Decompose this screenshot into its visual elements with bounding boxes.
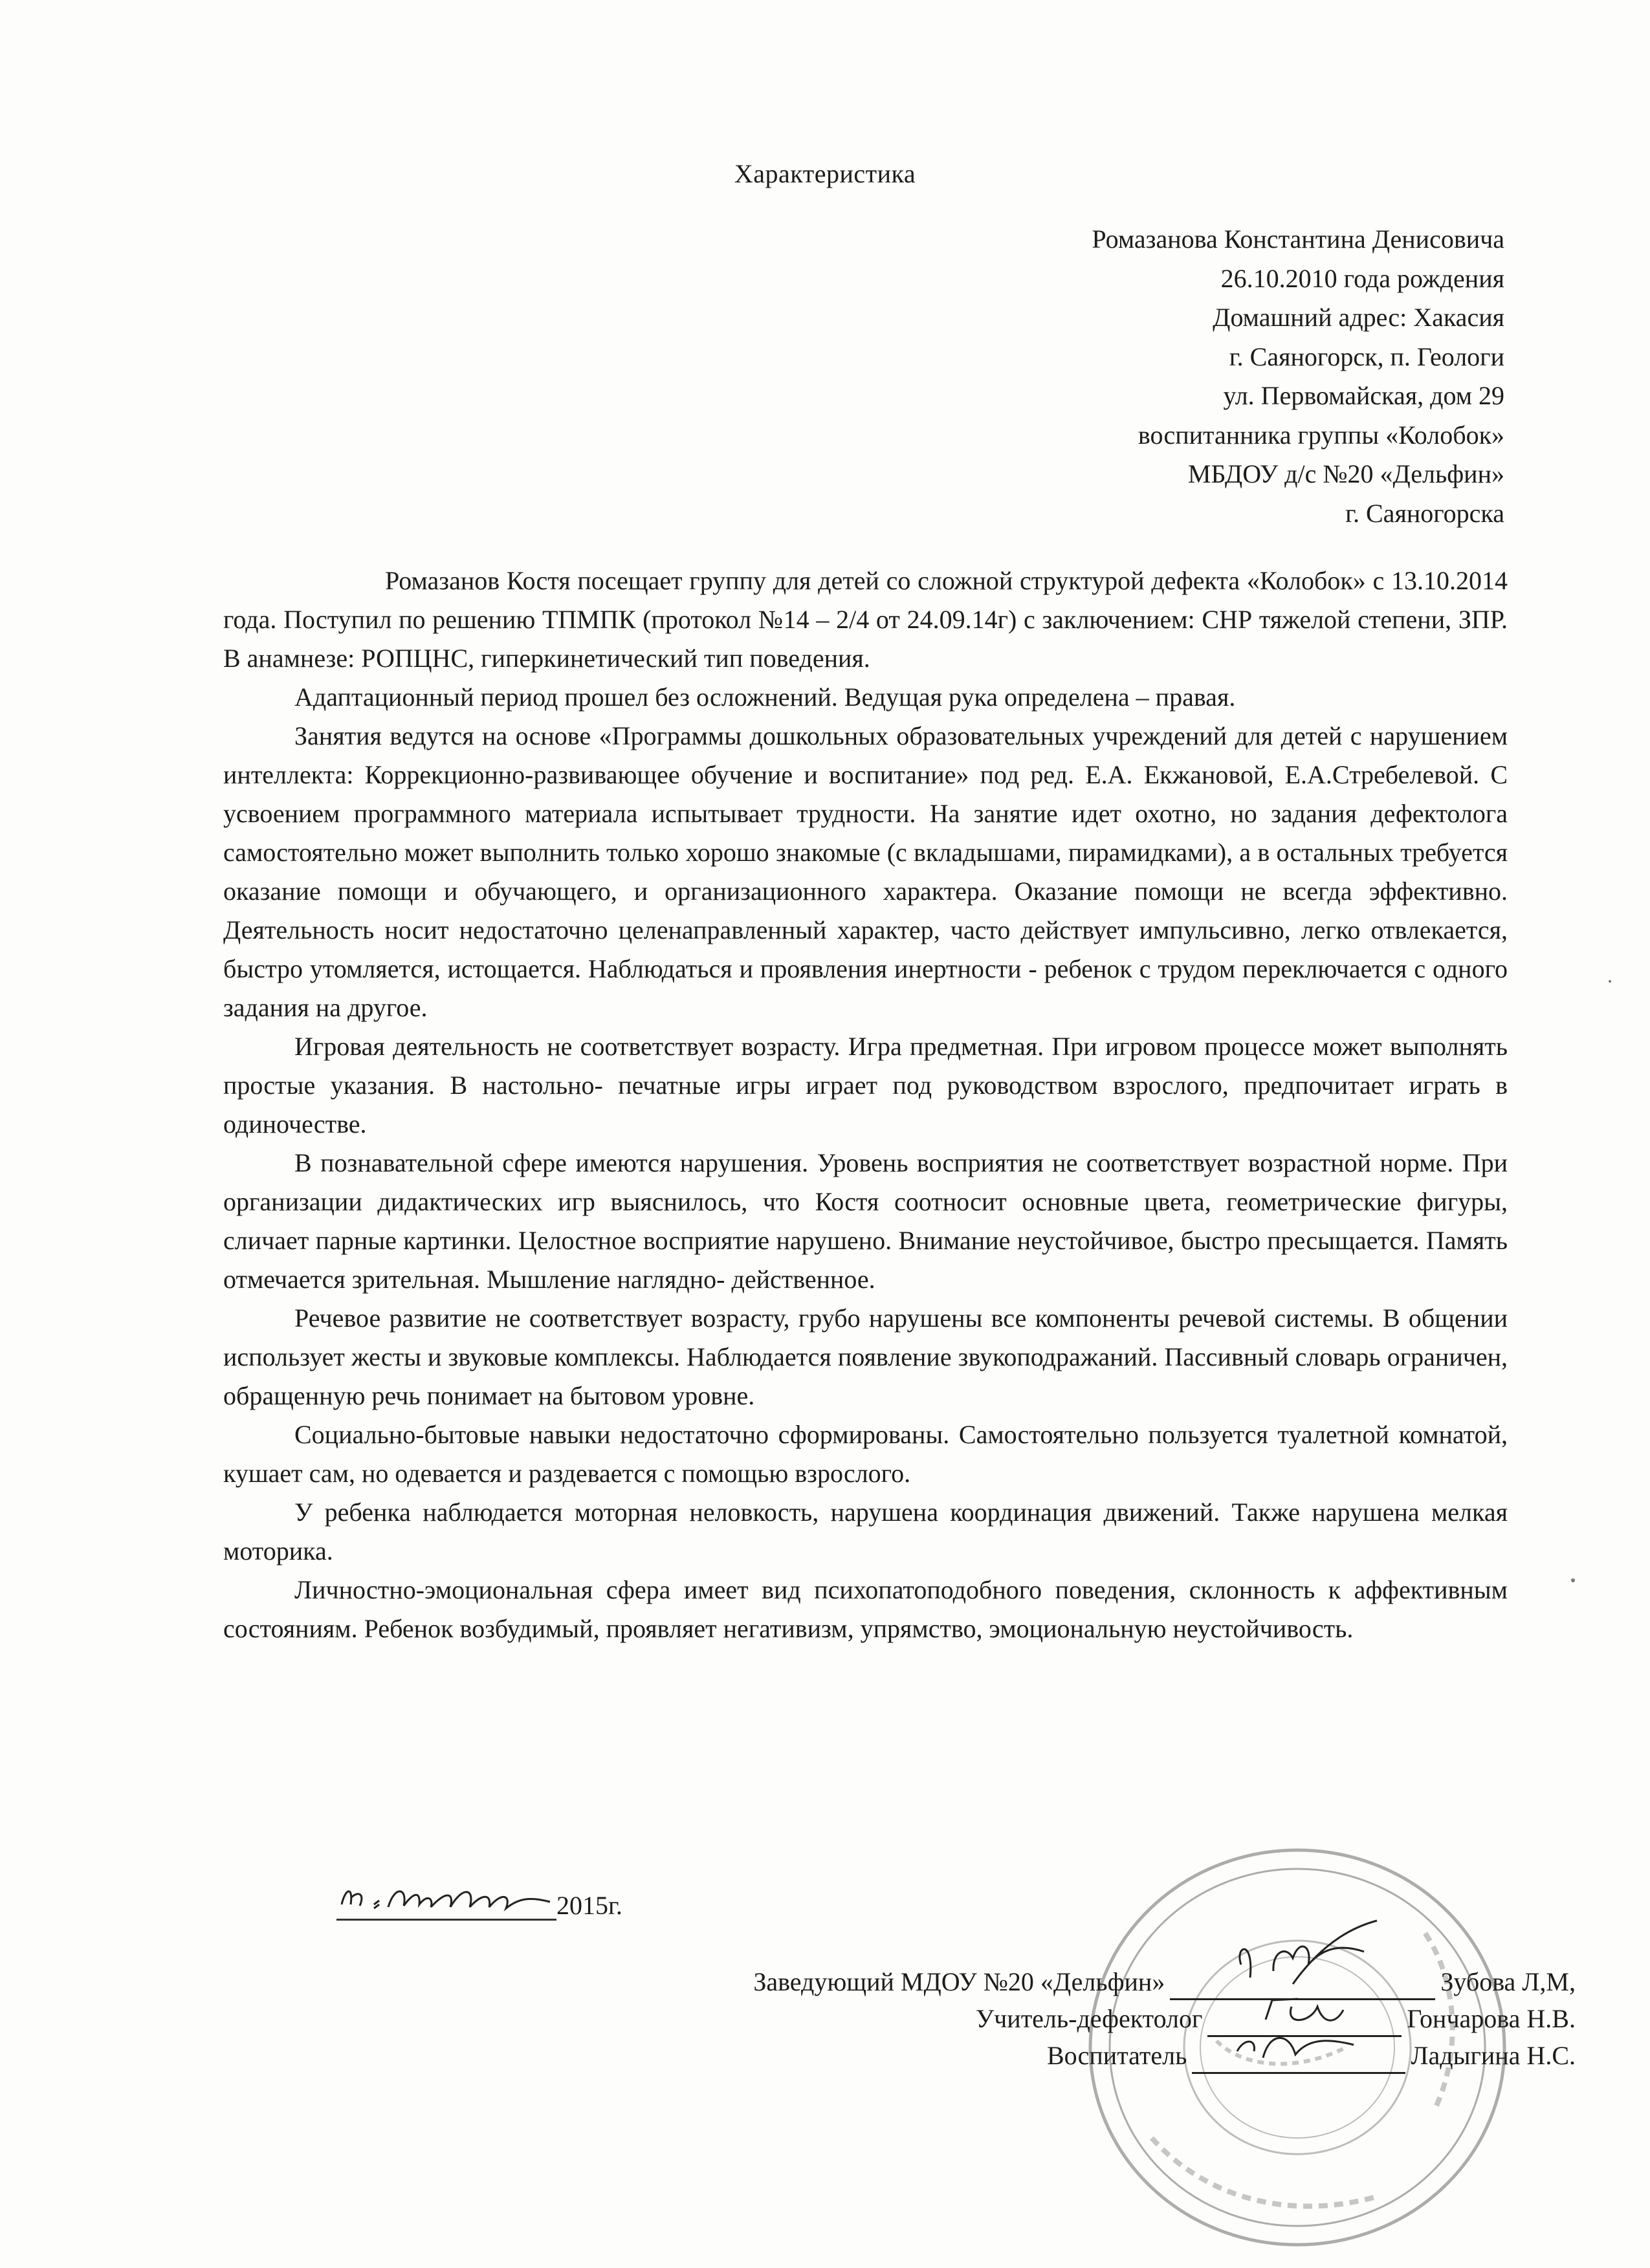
paragraph-play: Игровая деятельность не соответствует возрасту. Игра предметная. При игровом процессе может выполнять простые указания. В настольно- печатные игры играет под руководством взрослого, предпочитает играть в одиночестве.: [223, 1032, 1508, 1139]
student-info-block: [728, 220, 1504, 533]
signatures-block: [753, 1963, 1576, 2074]
handwritten-date-icon: [336, 1879, 556, 1917]
address-street: ул. Первомайская, дом 29: [1223, 381, 1504, 410]
paragraph-speech: Речевое развитие не соответствует возрасту, грубо нарушены все компоненты речевой системы. В общении использует жесты и звуковые комплексы. Наблюдается появление звукоподражаний. Пассивный словарь ограничен, обращенную речь понимает на бытовом уровне.: [223, 1303, 1508, 1410]
birth-date: 26.10.2010 года рождения: [1220, 263, 1504, 293]
scan-speck: [1609, 980, 1611, 983]
home-address: Домашний адрес: Хакасия: [1213, 303, 1504, 332]
scan-speck: [1571, 1578, 1575, 1582]
signature-row-head: [753, 1963, 1576, 2000]
paragraph-cognitive: В познавательной сфере имеются нарушения. Уровень восприятия не соответствует возрастной норме. При организации дидактических игр выяснилось, что Костя соотносит основные цвета, геометрические фигуры, сличает парные картинки. Целостное восприятие нарушено. Внимание неустойчивое, быстро пресыщается. Память отмечается зрительная. Мышление наглядно- действенное.: [223, 1148, 1508, 1294]
characteristic-body: [223, 562, 1508, 1648]
handwritten-date-signature: [336, 1888, 556, 1921]
student-name: Ромазанова Константина Денисовича: [1092, 224, 1504, 254]
signature-name-defectologist: Гончарова Н.В.: [1407, 2004, 1576, 2033]
document-date: [317, 1888, 622, 1921]
signature-role-head: Заведующий МДОУ №20 «Дельфин»: [753, 1967, 1165, 1996]
kindergarten-name: МБДОУ д/с №20 «Дельфин»: [1187, 459, 1504, 488]
paragraph-adaptation: Адаптационный период прошел без осложнений. Ведущая рука определена – правая.: [294, 682, 1236, 712]
group-name: воспитанника группы «Колобок»: [1138, 420, 1504, 450]
signature-name-educator: Ладыгина Н.С.: [1411, 2041, 1576, 2070]
signature-line-educator: [1192, 2044, 1405, 2074]
signature-name-head: Зубова Л,М,: [1440, 1967, 1576, 1996]
handwritten-signature-head-icon: [1196, 1919, 1390, 1990]
signature-role-defectologist: Учитель-дефектолог: [975, 2004, 1203, 2033]
signature-role-educator: Воспитатель: [1046, 2041, 1187, 2070]
kindergarten-city: г. Саяногорска: [1345, 498, 1504, 528]
handwritten-signature-educator-icon: [1224, 2025, 1367, 2071]
signature-row-educator: [753, 2037, 1576, 2074]
paragraph-social: Социально-бытовые навыки недостаточно сформированы. Самостоятельно пользуется туалетной комнатой, кушает сам, но одевается и раздевается с помощью взрослого.: [223, 1420, 1508, 1488]
paragraph-motor: У ребенка наблюдается моторная неловкость, нарушена координация движений. Также нарушена мелкая моторика.: [223, 1498, 1508, 1565]
date-year: 2015г.: [556, 1891, 622, 1920]
paragraph-enrollment: Ромазанов Костя посещает группу для детей со сложной структурой дефекта «Колобок» с 13.10.2014 года. Поступил по решению ТПМПК (протокол №14 – 2/4 от 24.09.14г) с заключением: СНР тяжелой степени, ЗПР. В анамнезе: РОПЦНС, гиперкинетический тип поведения.: [223, 566, 1508, 673]
signature-row-defectologist: [753, 2000, 1576, 2037]
address-city: г. Саяногорск, п. Геологи: [1229, 342, 1504, 371]
paragraph-emotional: Личностно-эмоциональная сфера имеет вид психопатоподобного поведения, склонность к аффективным состояниям. Ребенок возбудимый, проявляет негативизм, упрямство, эмоциональную неустойчивость.: [223, 1575, 1508, 1643]
document-title: Характеристика: [734, 159, 916, 188]
paragraph-lessons: Занятия ведутся на основе «Программы дошкольных образовательных учреждений для детей с нарушением интеллекта: Коррекционно-развивающее обучение и воспитание» под ред. Е.А. Екжановой, Е.А.Стребелевой. С усвоением программного материала испытывает трудности. На занятие идет охотно, но задания дефектолога самостоятельно может выполнить только хорошо знакомые (с вкладышами, пирамидками), а в остальных требуется оказание помощи и обучающего, и организационного характера. Оказание помощи не всегда эффективно. Деятельность носит недостаточно целенаправленный характер, часто действует импульсивно, легко отвлекается, быстро утомляется, истощается. Наблюдаться и проявления инертности - ребенок с трудом переключается с одного задания на другое.: [223, 721, 1508, 1022]
